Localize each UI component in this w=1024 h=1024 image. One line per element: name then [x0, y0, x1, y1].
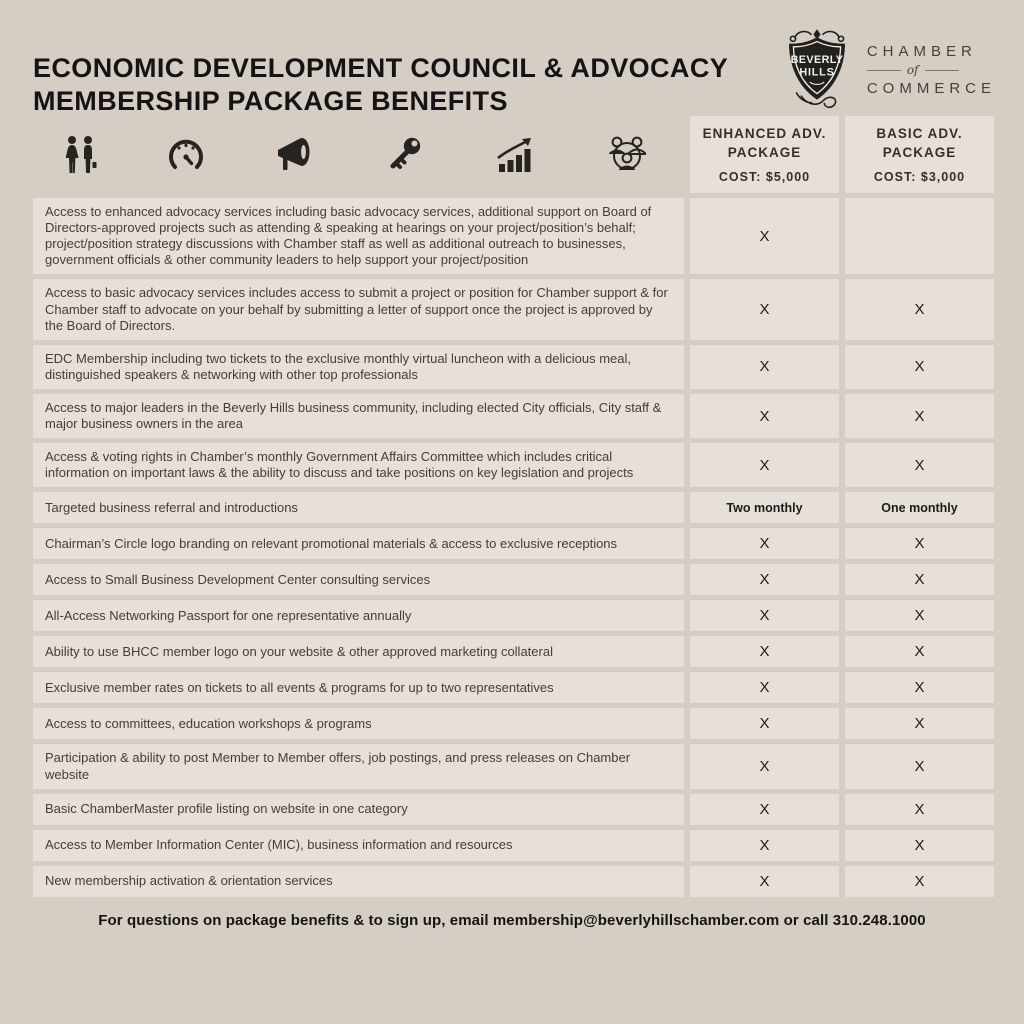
benefits-table — [33, 116, 993, 897]
basic-mark-cell: X — [845, 708, 994, 739]
benefit-cell — [33, 794, 684, 825]
benefit-cell — [33, 672, 684, 703]
wordmark-commerce: COMMERCE — [866, 80, 996, 97]
basic-mark-cell: One monthly — [845, 492, 994, 523]
benefit-icons-row — [33, 116, 684, 193]
enhanced-mark-cell: X — [690, 636, 839, 667]
benefit-cell — [33, 198, 684, 274]
benefit-text: Exclusive member rates on tickets to all events & programs for up to two representatives — [45, 679, 554, 695]
basic-mark-cell: X — [845, 672, 994, 703]
enhanced-mark-cell: X — [690, 394, 839, 438]
enhanced-mark-cell: X — [690, 672, 839, 703]
benefit-text: Access to committees, education workshops & programs — [45, 715, 372, 731]
page-title-line2: MEMBERSHIP PACKAGE BENEFITS — [33, 86, 508, 117]
benefit-cell — [33, 443, 684, 487]
enhanced-package-name: ENHANCED ADV. PACKAGE — [702, 126, 827, 160]
enhanced-package-cost: COST: $5,000 — [718, 169, 811, 184]
enhanced-mark-cell: X — [690, 744, 839, 788]
enhanced-mark-cell: X — [690, 866, 839, 897]
benefit-cell — [33, 744, 684, 788]
chamber-logo — [777, 24, 996, 116]
business-people-icon — [63, 135, 97, 175]
basic-mark-cell: X — [845, 345, 994, 389]
basic-package-cost: COST: $3,000 — [873, 169, 966, 184]
benefit-cell — [33, 564, 684, 595]
basic-package-header — [845, 116, 994, 193]
benefit-text: All-Access Networking Passport for one representative annually — [45, 607, 412, 623]
benefit-cell — [33, 279, 684, 339]
benefit-cell — [33, 492, 684, 523]
wordmark-of-row — [867, 63, 996, 77]
people-network-icon — [606, 135, 648, 175]
enhanced-mark-cell: X — [690, 830, 839, 861]
contact-footer: For questions on package benefits & to sign up, email membership@beverlyhillschamber.com or call 310.248.1000 — [98, 911, 926, 929]
benefit-cell — [33, 528, 684, 559]
benefit-cell — [33, 866, 684, 897]
benefit-text: Access & voting rights in Chamber’s monthly Government Affairs Committee which includes critical information on important laws & the ability to discuss and take positions on key legislation and projects — [45, 449, 634, 481]
basic-mark-cell — [845, 198, 994, 274]
benefit-text: Ability to use BHCC member logo on your website & other approved marketing collateral — [45, 643, 553, 659]
basic-mark-cell: X — [845, 279, 994, 339]
enhanced-mark-cell: X — [690, 708, 839, 739]
basic-mark-cell: X — [845, 866, 994, 897]
benefit-cell — [33, 600, 684, 631]
key-icon — [386, 136, 424, 174]
enhanced-mark-cell: X — [690, 564, 839, 595]
basic-mark-cell: X — [845, 830, 994, 861]
page-title-line1: ECONOMIC DEVELOPMENT COUNCIL & ADVOCACY — [33, 53, 729, 83]
enhanced-package-header — [690, 116, 839, 193]
speedometer-icon — [167, 136, 205, 174]
basic-mark-cell: X — [845, 564, 994, 595]
beverly-hills-shield-icon — [777, 24, 857, 116]
megaphone-icon — [275, 136, 317, 174]
benefit-text: Access to Small Business Development Center consulting services — [45, 571, 431, 587]
growth-chart-icon — [494, 136, 536, 174]
basic-mark-cell: X — [845, 443, 994, 487]
benefit-text: Access to enhanced advocacy services including basic advocacy services, additional support on Board of Directors-approved projects such as attending & speaking at hearings on your project/position’s behalf; project/position strategy discussions with Chamber staff as well as additional outreach to businesses, government officials & other community leaders to help support your project/position — [45, 204, 652, 268]
basic-mark-cell: X — [845, 744, 994, 788]
enhanced-mark-cell: X — [690, 600, 839, 631]
rule-left — [867, 70, 901, 71]
basic-package-name: BASIC ADV. PACKAGE — [876, 126, 963, 160]
basic-mark-cell: X — [845, 636, 994, 667]
benefit-cell — [33, 394, 684, 438]
benefit-cell — [33, 636, 684, 667]
chamber-of-commerce-wordmark — [867, 43, 996, 97]
benefit-text: Targeted business referral and introductions — [45, 499, 298, 515]
basic-mark-cell: X — [845, 528, 994, 559]
enhanced-mark-cell: X — [690, 198, 839, 274]
basic-mark-cell: X — [845, 394, 994, 438]
benefit-text: Access to basic advocacy services includes access to submit a project or position for Chamber support & for Chamber staff to advocate on your behalf by submitting a letter of support once the project is approved by the Board of Directors. — [45, 285, 668, 333]
shield-text-beverly: BEVERLY — [790, 53, 844, 66]
wordmark-of: of — [906, 63, 919, 77]
benefit-text: Access to Member Information Center (MIC), business information and resources — [45, 837, 513, 853]
enhanced-mark-cell: X — [690, 279, 839, 339]
benefit-cell — [33, 830, 684, 861]
enhanced-mark-cell: X — [690, 345, 839, 389]
benefit-cell — [33, 708, 684, 739]
wordmark-chamber: CHAMBER — [866, 43, 977, 60]
enhanced-mark-cell: X — [690, 794, 839, 825]
basic-mark-cell: X — [845, 600, 994, 631]
benefit-text: Chairman’s Circle logo branding on relevant promotional materials & access to exclusive receptions — [45, 535, 618, 551]
enhanced-mark-cell: Two monthly — [690, 492, 839, 523]
benefit-cell — [33, 345, 684, 389]
enhanced-mark-cell: X — [690, 443, 839, 487]
benefit-text: Participation & ability to post Member to Member offers, job postings, and press releases on Chamber website — [45, 750, 631, 782]
enhanced-mark-cell: X — [690, 528, 839, 559]
header — [0, 0, 1024, 116]
basic-mark-cell: X — [845, 794, 994, 825]
benefit-text: New membership activation & orientation services — [45, 873, 333, 889]
benefit-text: Access to major leaders in the Beverly Hills business community, including elected City officials, City staff & major business owners in the area — [45, 399, 662, 432]
shield-text-hills: HILLS — [799, 66, 835, 79]
rule-right — [925, 70, 959, 71]
benefit-text: Basic ChamberMaster profile listing on website in one category — [45, 801, 408, 817]
benefit-text: EDC Membership including two tickets to the exclusive monthly virtual luncheon with a delicious meal, distinguished speakers & networking with other top professionals — [45, 350, 631, 382]
page-title — [33, 52, 728, 118]
